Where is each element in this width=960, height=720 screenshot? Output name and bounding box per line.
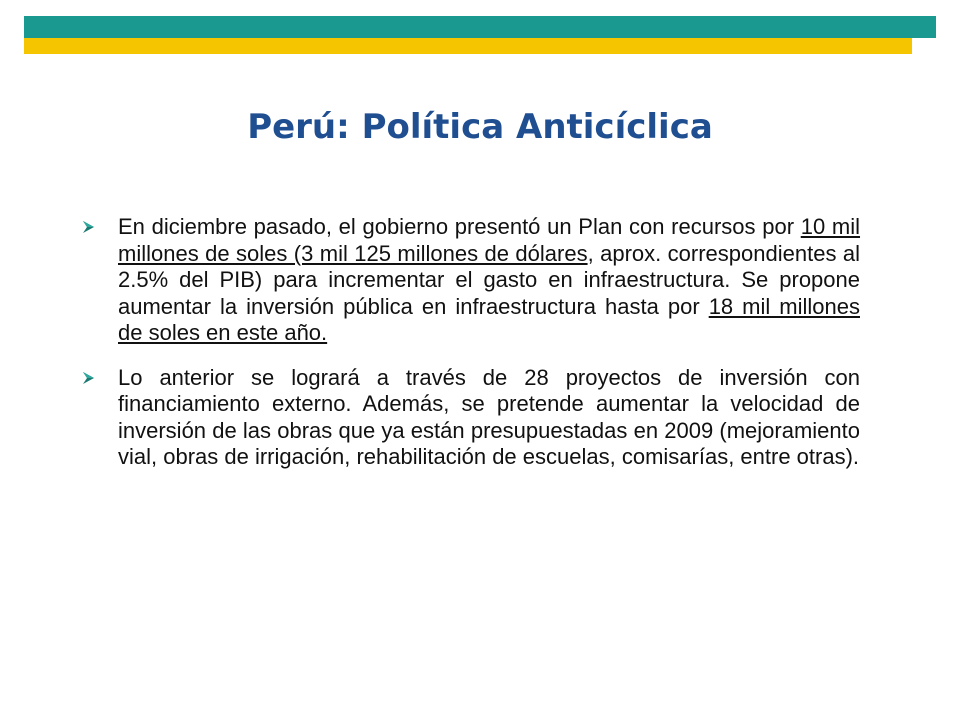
highlighted-amount-18-mil-millones: 18 mil millones de soles en este año. xyxy=(118,293,860,345)
bullet-item-1 xyxy=(80,214,860,347)
bullet-text-2: Lo anterior se logrará a través de 28 proyectos de inversión con financiamiento externo. Además, se pretende aumentar la velocidad de inversión de las obras que ya están presupuestadas en 2009 (mejoramiento vial, obras de irrigación, rehabilitación de escuelas, comisarías, entre otras). xyxy=(118,364,860,469)
arrowhead-bullet-icon xyxy=(80,219,96,235)
slide-title: Perú: Política Anticíclica xyxy=(247,107,713,147)
bullet-list xyxy=(80,214,860,489)
top-decorative-bar xyxy=(24,16,936,38)
bullet-text-1-part-1: En diciembre pasado, el gobierno presentó un Plan con recursos por xyxy=(118,214,801,239)
arrowhead-bullet-icon xyxy=(80,370,96,386)
bullet-item-2 xyxy=(80,365,860,471)
bullet-text-1 xyxy=(118,214,860,347)
bullet-text-1-part-3: , aprox. correspondientes al 2.5% del PIB) para incrementar el gasto en infraestructura. Se propone aumentar la inversión pública en infraestructura hasta por xyxy=(118,240,860,319)
accent-decorative-bar xyxy=(24,38,912,54)
highlighted-amount-10-mil-millones: 10 mil millones de soles (3 mil 125 millones de dólares xyxy=(118,214,861,266)
